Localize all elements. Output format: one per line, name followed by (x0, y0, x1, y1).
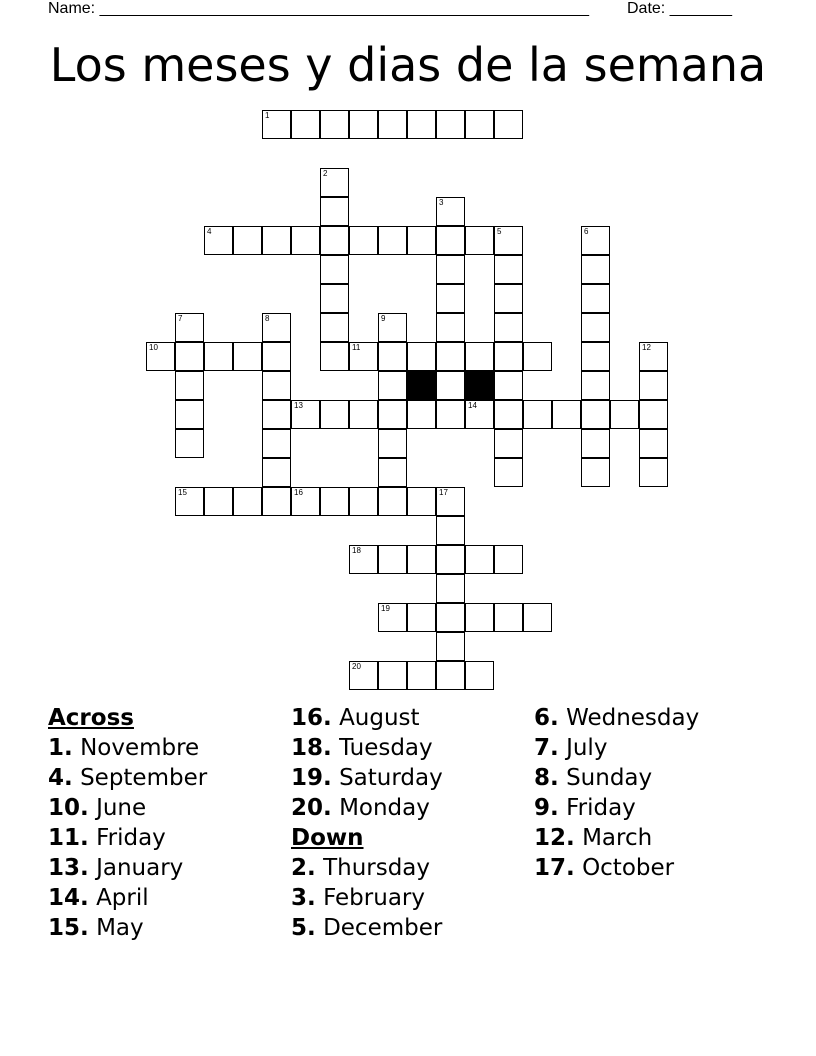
grid-cell[interactable] (378, 458, 407, 487)
clue-item-text: Saturday (339, 765, 443, 791)
grid-cell[interactable] (320, 342, 349, 371)
clue-item-number: 9. (534, 795, 559, 821)
clue-number: 10 (149, 343, 158, 352)
grid-cell[interactable] (349, 226, 378, 255)
grid-cell[interactable] (436, 110, 465, 139)
clue-number: 3 (439, 198, 444, 207)
grid-cell[interactable] (436, 661, 465, 690)
grid-cell[interactable] (436, 342, 465, 371)
name-line: Name: _______________________________________________________ (48, 0, 589, 17)
grid-cell[interactable] (175, 342, 204, 371)
clue-item-text: Friday (96, 825, 166, 851)
clue-item-text: December (323, 915, 443, 941)
grid-cell[interactable] (349, 487, 378, 516)
clue-item (291, 913, 443, 943)
grid-cell[interactable] (581, 400, 610, 429)
clue-item-number: 8. (534, 765, 559, 791)
clue-item-text: August (339, 705, 420, 731)
grid-cell[interactable] (349, 400, 378, 429)
grid-cell[interactable] (436, 545, 465, 574)
grid-cell[interactable] (407, 661, 436, 690)
grid-cell[interactable] (320, 400, 349, 429)
clue-item-text: Thursday (323, 855, 431, 881)
clue-number: 12 (642, 343, 651, 352)
grid-cell[interactable] (320, 284, 349, 313)
clue-item-text: May (96, 915, 144, 941)
grid-cell[interactable] (204, 226, 233, 255)
clue-item-number: 14. (48, 885, 89, 911)
clue-item-text: Friday (566, 795, 636, 821)
clue-item-text: Sunday (566, 765, 653, 791)
clue-number: 11 (352, 343, 361, 352)
clue-item (48, 793, 207, 823)
grid-cell[interactable] (320, 197, 349, 226)
clue-item-text: April (96, 885, 149, 911)
grid-cell[interactable] (494, 226, 523, 255)
grid-cell[interactable] (349, 342, 378, 371)
grid-cell[interactable] (262, 400, 291, 429)
grid-cell[interactable] (494, 545, 523, 574)
grid-cell[interactable] (349, 110, 378, 139)
grid-cell[interactable] (378, 661, 407, 690)
clue-item-number: 3. (291, 885, 316, 911)
grid-cell[interactable] (291, 226, 320, 255)
grid-cell[interactable] (465, 226, 494, 255)
clue-item-text: January (96, 855, 184, 881)
grid-cell[interactable] (465, 110, 494, 139)
grid-cell[interactable] (320, 255, 349, 284)
grid-cell[interactable] (494, 603, 523, 632)
clue-item (48, 913, 207, 943)
grid-cell[interactable] (320, 313, 349, 342)
grid-cell[interactable] (436, 603, 465, 632)
clue-item-number: 20. (291, 795, 332, 821)
clue-number: 1 (265, 111, 270, 120)
clue-item (48, 733, 207, 763)
clue-heading: Down (291, 825, 364, 851)
clue-number: 7 (178, 314, 183, 323)
grid-cell[interactable] (175, 313, 204, 342)
grid-cell[interactable] (378, 545, 407, 574)
grid-cell[interactable] (204, 342, 233, 371)
clue-number: 20 (352, 662, 361, 671)
grid-cell[interactable] (378, 313, 407, 342)
clue-item-number: 10. (48, 795, 89, 821)
clue-item-text: Wednesday (566, 705, 700, 731)
grid-cell[interactable] (494, 342, 523, 371)
grid-cell[interactable] (378, 400, 407, 429)
grid-cell[interactable] (291, 487, 320, 516)
clue-item (291, 763, 443, 793)
grid-cell[interactable] (494, 255, 523, 284)
grid-cell[interactable] (407, 400, 436, 429)
black-cell (465, 371, 494, 400)
grid-cell[interactable] (175, 371, 204, 400)
clue-item (48, 883, 207, 913)
grid-cell[interactable] (581, 371, 610, 400)
grid-cell[interactable] (320, 226, 349, 255)
clue-number: 13 (294, 401, 303, 410)
page-title: Los meses y dias de la semana (49, 38, 767, 92)
grid-cell[interactable] (436, 255, 465, 284)
grid-cell[interactable] (436, 400, 465, 429)
grid-cell[interactable] (378, 342, 407, 371)
clue-number: 15 (178, 488, 187, 497)
grid-cell[interactable] (639, 429, 668, 458)
grid-cell[interactable] (349, 661, 378, 690)
grid-cell[interactable] (378, 371, 407, 400)
clue-item-number: 13. (48, 855, 89, 881)
grid-cell[interactable] (494, 110, 523, 139)
grid-cell[interactable] (581, 255, 610, 284)
grid-cell[interactable] (639, 371, 668, 400)
clue-item-number: 2. (291, 855, 316, 881)
clue-item-number: 18. (291, 735, 332, 761)
clue-number: 14 (468, 401, 477, 410)
black-cell (407, 371, 436, 400)
clue-item-text: Novembre (80, 735, 200, 761)
clue-number: 2 (323, 169, 328, 178)
grid-cell[interactable] (407, 342, 436, 371)
grid-cell[interactable] (465, 400, 494, 429)
clue-item (291, 853, 443, 883)
clue-item-text: September (80, 765, 208, 791)
grid-cell[interactable] (639, 400, 668, 429)
grid-cell[interactable] (436, 574, 465, 603)
clue-item (48, 853, 207, 883)
grid-cell[interactable] (639, 458, 668, 487)
grid-cell[interactable] (407, 226, 436, 255)
grid-cell[interactable] (378, 110, 407, 139)
grid-cell[interactable] (523, 342, 552, 371)
clue-number: 9 (381, 314, 386, 323)
grid-cell[interactable] (581, 342, 610, 371)
clue-item-text: March (582, 825, 653, 851)
grid-cell[interactable] (639, 342, 668, 371)
clue-item-number: 6. (534, 705, 559, 731)
grid-cell[interactable] (407, 110, 436, 139)
grid-cell[interactable] (610, 400, 639, 429)
grid-cell[interactable] (436, 284, 465, 313)
clue-item-number: 1. (48, 735, 73, 761)
clue-item-number: 19. (291, 765, 332, 791)
clue-item (48, 823, 207, 853)
clue-item-text: Tuesday (339, 735, 433, 761)
grid-cell[interactable] (494, 313, 523, 342)
clue-item-number: 4. (48, 765, 73, 791)
clue-item-number: 7. (534, 735, 559, 761)
grid-cell[interactable] (378, 429, 407, 458)
clue-item-number: 5. (291, 915, 316, 941)
clue-item (534, 853, 699, 883)
grid-cell[interactable] (233, 226, 262, 255)
clue-number: 16 (294, 488, 303, 497)
clue-number: 8 (265, 314, 270, 323)
clue-number: 19 (381, 604, 390, 613)
clue-item-number: 15. (48, 915, 89, 941)
grid-cell[interactable] (494, 458, 523, 487)
clue-number: 18 (352, 546, 361, 555)
grid-cell[interactable] (523, 400, 552, 429)
grid-cell[interactable] (291, 110, 320, 139)
grid-cell[interactable] (436, 226, 465, 255)
grid-cell[interactable] (262, 371, 291, 400)
clue-item (291, 733, 443, 763)
grid-cell[interactable] (378, 487, 407, 516)
clue-item-text: June (96, 795, 147, 821)
clue-item (291, 703, 443, 733)
grid-cell[interactable] (465, 661, 494, 690)
grid-cell[interactable] (291, 400, 320, 429)
clue-item-text: February (323, 885, 425, 911)
grid-cell[interactable] (262, 458, 291, 487)
grid-cell[interactable] (465, 545, 494, 574)
grid-cell[interactable] (494, 371, 523, 400)
clue-item (534, 793, 699, 823)
clue-item (291, 883, 443, 913)
grid-cell[interactable] (581, 226, 610, 255)
grid-cell[interactable] (436, 632, 465, 661)
clue-item (534, 763, 699, 793)
grid-cell[interactable] (349, 545, 378, 574)
grid-cell[interactable] (233, 342, 262, 371)
grid-cell[interactable] (523, 603, 552, 632)
clue-item-text: July (566, 735, 608, 761)
grid-cell[interactable] (320, 487, 349, 516)
grid-cell[interactable] (494, 400, 523, 429)
grid-cell[interactable] (494, 429, 523, 458)
grid-cell[interactable] (320, 110, 349, 139)
grid-cell[interactable] (436, 487, 465, 516)
clue-column-1 (48, 703, 207, 943)
clue-number: 17 (439, 488, 448, 497)
grid-cell[interactable] (465, 342, 494, 371)
grid-cell[interactable] (262, 342, 291, 371)
grid-cell[interactable] (407, 487, 436, 516)
grid-cell[interactable] (233, 487, 262, 516)
grid-cell[interactable] (407, 603, 436, 632)
grid-cell[interactable] (436, 313, 465, 342)
clue-item-number: 11. (48, 825, 89, 851)
grid-cell[interactable] (407, 545, 436, 574)
clue-item-text: October (582, 855, 675, 881)
grid-cell[interactable] (436, 197, 465, 226)
grid-cell[interactable] (262, 487, 291, 516)
grid-cell[interactable] (262, 313, 291, 342)
grid-cell[interactable] (204, 487, 233, 516)
grid-cell[interactable] (494, 284, 523, 313)
clue-column-2 (291, 703, 443, 943)
clue-item-number: 12. (534, 825, 575, 851)
grid-cell[interactable] (436, 371, 465, 400)
grid-cell[interactable] (581, 284, 610, 313)
clue-item (534, 733, 699, 763)
clue-item-number: 17. (534, 855, 575, 881)
grid-cell[interactable] (465, 603, 494, 632)
clue-heading: Across (48, 705, 134, 731)
grid-cell[interactable] (262, 110, 291, 139)
grid-cell[interactable] (581, 429, 610, 458)
date-line: Date: _______ (627, 0, 732, 17)
clue-number: 5 (497, 227, 502, 236)
clue-number: 4 (207, 227, 212, 236)
grid-cell[interactable] (552, 400, 581, 429)
clue-item-number: 16. (291, 705, 332, 731)
clue-item (534, 703, 699, 733)
grid-cell[interactable] (262, 226, 291, 255)
grid-cell[interactable] (581, 458, 610, 487)
grid-cell[interactable] (378, 603, 407, 632)
grid-cell[interactable] (175, 487, 204, 516)
grid-cell[interactable] (175, 429, 204, 458)
clue-item (534, 823, 699, 853)
clue-item-text: Monday (339, 795, 430, 821)
clue-item (291, 793, 443, 823)
clue-column-3 (534, 703, 699, 883)
grid-cell[interactable] (320, 168, 349, 197)
grid-cell[interactable] (146, 342, 175, 371)
clue-number: 6 (584, 227, 589, 236)
grid-cell[interactable] (262, 429, 291, 458)
grid-cell[interactable] (581, 313, 610, 342)
grid-cell[interactable] (436, 516, 465, 545)
grid-cell[interactable] (378, 226, 407, 255)
grid-cell[interactable] (175, 400, 204, 429)
clue-item (48, 763, 207, 793)
